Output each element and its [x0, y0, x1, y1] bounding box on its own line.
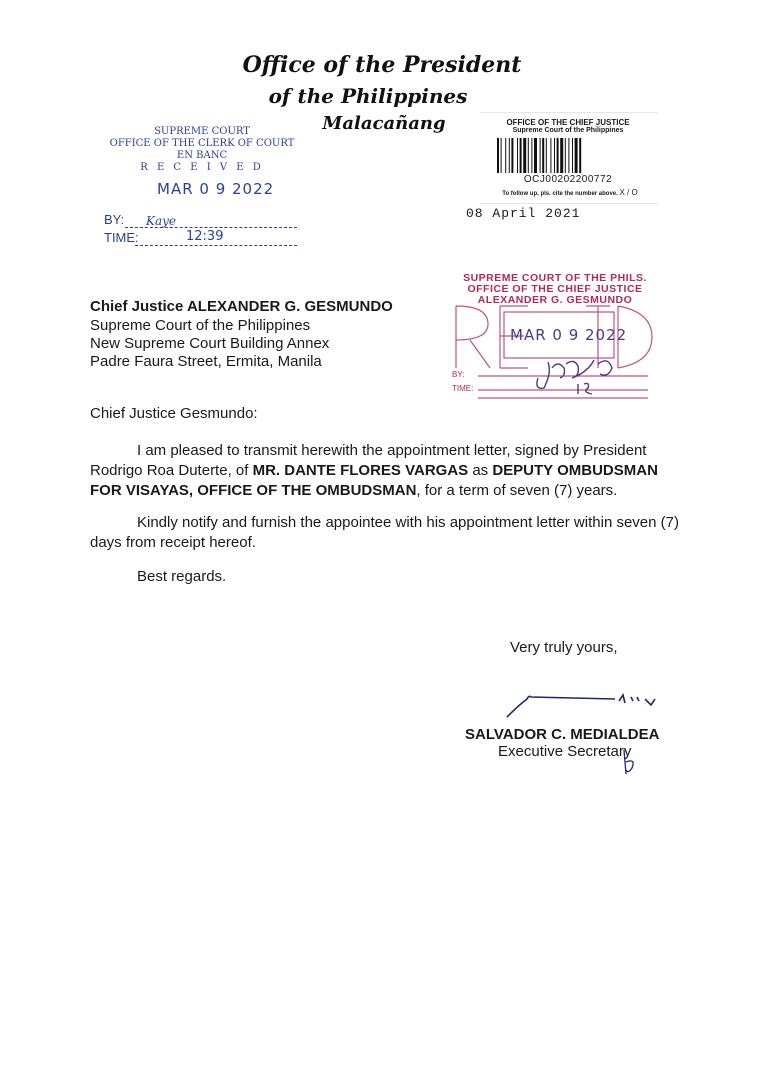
barcode-bar — [546, 138, 547, 173]
para1-text-b: as — [468, 462, 493, 479]
ocj-title: OFFICE OF THE CHIEF JUSTICE — [506, 118, 630, 127]
letterhead-location: Malacañang — [322, 113, 446, 134]
red-stamp-line3: ALEXANDER G. GESMUNDO — [477, 294, 633, 306]
ocj-mark: X / O — [619, 188, 638, 197]
ocj-note-text: To follow up, pls. cite the number above. — [502, 191, 618, 197]
barcode-bar — [531, 138, 532, 173]
received-stamp-time-value: 12:39 — [186, 229, 224, 244]
barcode-bar — [557, 138, 559, 173]
signatory-title: Executive Secretary — [498, 743, 632, 760]
barcode-bar — [534, 138, 537, 173]
barcode-bar — [575, 138, 578, 173]
signatory-name: SALVADOR C. MEDIALDEA — [465, 726, 660, 743]
salutation: Chief Justice Gesmundo: — [90, 405, 258, 422]
barcode-bar — [550, 138, 551, 173]
barcode-bar — [509, 138, 510, 173]
closing-regards: Best regards. — [137, 568, 227, 585]
received-stamp-time-line — [135, 245, 297, 246]
red-stamp-time-label: TIME: — [452, 384, 474, 393]
barcode-bar — [505, 138, 506, 173]
barcode-bar — [560, 138, 563, 173]
barcode-bar — [520, 138, 522, 173]
addressee-line3: New Supreme Court Building Annex — [90, 335, 330, 352]
body-paragraph-2: Kindly notify and furnish the appointee with his appointment letter within seven (7) days from receipt hereof. — [90, 514, 679, 551]
barcode-bar — [565, 138, 566, 173]
red-stamp-line2: OFFICE OF THE CHIEF JUSTICE — [467, 283, 643, 295]
addressee-name: Chief Justice ALEXANDER G. GESMUNDO — [90, 298, 393, 315]
body-paragraph-1 — [90, 441, 680, 501]
received-stamp-line1: SUPREME COURT — [154, 126, 250, 137]
initials-icon — [618, 748, 642, 776]
received-stamp-date: MAR 0 9 2022 — [157, 180, 275, 198]
barcode-bar — [568, 138, 569, 173]
barcode-icon — [497, 138, 631, 173]
red-stamp-date: MAR 0 9 2022 — [510, 326, 628, 344]
appointment-position: DEPUTY OMBUDSMAN FOR VISAYAS, OFFICE OF THE OMBUDSMAN — [90, 462, 658, 499]
ocj-subtitle: Supreme Court of the Philippines — [512, 127, 624, 134]
valediction: Very truly yours, — [510, 639, 618, 656]
received-stamp-line3: EN BANC — [176, 150, 228, 161]
document-date: 08 April 2021 — [466, 206, 581, 221]
para1-text-a: I am pleased to transmit herewith the appointment letter, signed by President Rodrigo Roa Duterte, of — [90, 442, 647, 479]
barcode-bar — [579, 138, 581, 173]
addressee-line4: Padre Faura Street, Ermita, Manila — [90, 353, 322, 370]
barcode-bar — [501, 138, 502, 173]
received-stamp-by-label: BY: — [104, 212, 125, 227]
barcode-bar — [572, 138, 573, 173]
ocj-note — [482, 188, 658, 197]
barcode-bar — [542, 138, 544, 173]
received-stamp-by-value: Kaye — [146, 214, 176, 228]
red-stamp-by-label: BY: — [452, 370, 465, 379]
received-stamp-line2: OFFICE OF THE CLERK OF COURT — [109, 138, 295, 149]
received-stamp-line4: R E C E I V E D — [140, 162, 264, 173]
signature-icon — [505, 685, 665, 725]
letterhead-office-title: Office of the President — [242, 52, 522, 78]
barcode-bar — [511, 138, 513, 173]
barcode-bar — [540, 138, 541, 173]
barcode-bar — [523, 138, 526, 173]
letterhead-country: of the Philippines — [268, 84, 468, 108]
para1-text-c: , for a term of seven (7) years. — [416, 482, 618, 499]
barcode-bar — [517, 138, 518, 173]
ocj-number: OCJ00202200772 — [523, 174, 613, 185]
barcode-bar — [497, 138, 499, 173]
barcode-bar — [554, 138, 555, 173]
received-stamp-time-label: TIME: — [104, 230, 139, 245]
red-stamp-line1: SUPREME COURT OF THE PHILS. — [463, 272, 647, 284]
barcode-bar — [528, 138, 529, 173]
addressee-line2: Supreme Court of the Philippines — [90, 317, 311, 334]
appointee-name: MR. DANTE FLORES VARGAS — [252, 462, 469, 479]
